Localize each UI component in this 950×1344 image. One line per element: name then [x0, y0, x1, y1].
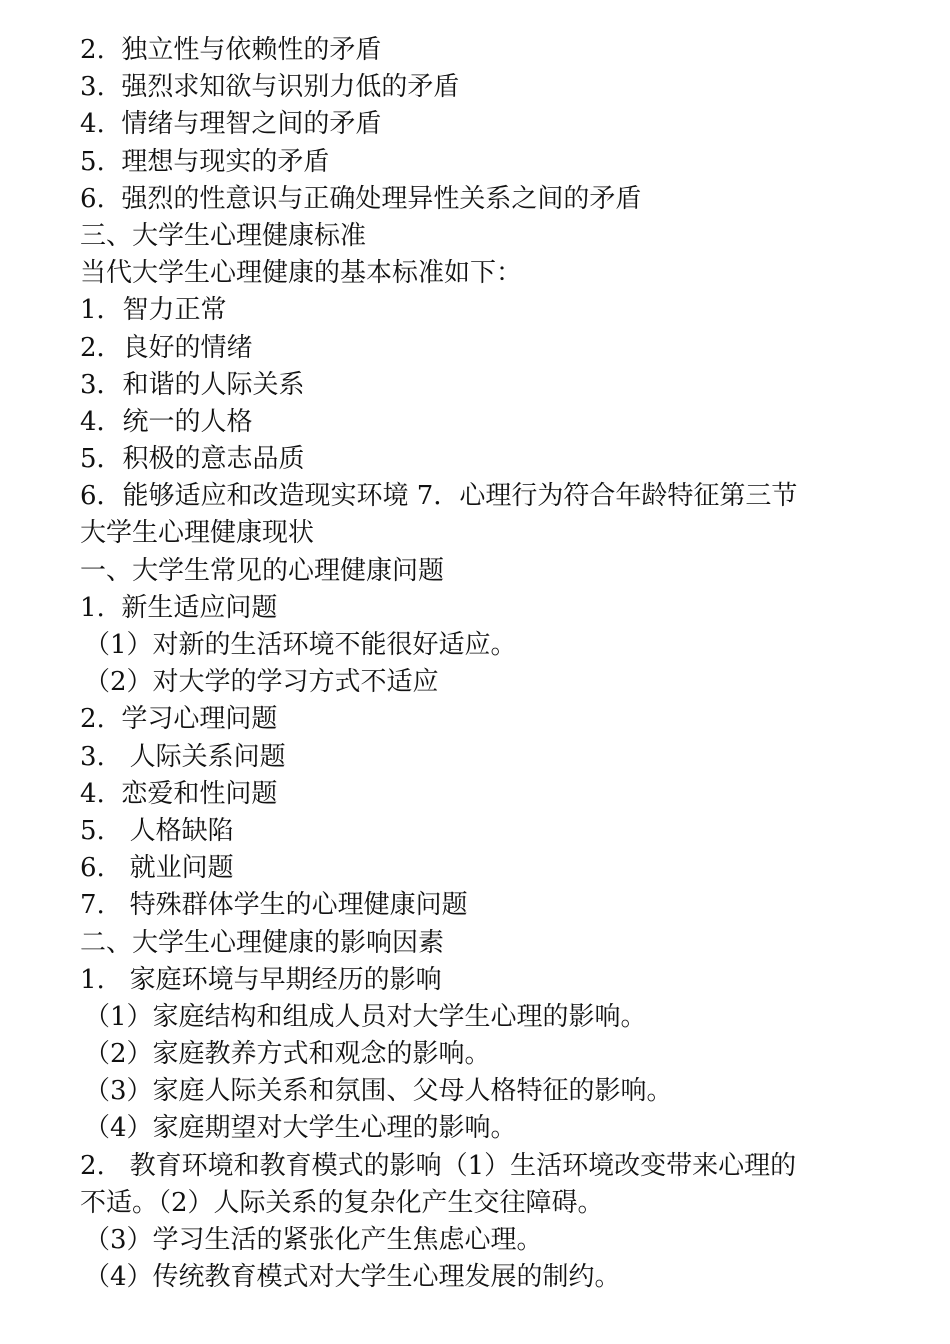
section-heading: 二、大学生心理健康的影响因素	[80, 927, 445, 958]
text-line: 6. 强烈的性意识与正确处理异性关系之间的矛盾	[80, 183, 642, 214]
document-page	[80, 32, 880, 1296]
text-line: 2. 独立性与依赖性的矛盾	[80, 35, 382, 65]
section-heading: 一、大学生常见的心理健康问题	[80, 555, 445, 586]
sub-item: （1）家庭结构和组成人员对大学生心理的影响。	[84, 1001, 647, 1032]
text-line: 大学生心理健康现状	[80, 518, 315, 549]
list-item: 3．和谐的人际关系	[80, 369, 305, 400]
sub-item: （3）家庭人际关系和氛围、父母人格特征的影响。	[84, 1076, 673, 1107]
list-item: 6. 就业问题	[80, 853, 234, 884]
list-item: 2．良好的情绪	[80, 332, 253, 363]
sub-item: （3）学习生活的紧张化产生焦虑心理。	[84, 1225, 543, 1255]
list-item: 7. 特殊群体学生的心理健康问题	[80, 890, 468, 921]
list-item: 6．能够适应和改造现实环境 7．心理行为符合年龄特征第三节	[80, 481, 798, 512]
sub-item: （4）传统教育模式对大学生心理发展的制约。	[84, 1262, 621, 1293]
list-item: 4. 恋爱和性问题	[80, 778, 278, 809]
list-item: 5．积极的意志品质	[80, 444, 305, 475]
list-item: 1. 新生适应问题	[80, 592, 278, 623]
text-line: 4. 情绪与理智之间的矛盾	[80, 109, 382, 140]
list-item: 2. 学习心理问题	[80, 704, 278, 735]
list-item: 1. 家庭环境与早期经历的影响	[80, 964, 442, 995]
section-heading: 三、大学生心理健康标准	[80, 220, 367, 251]
text-line: 3. 强烈求知欲与识别力低的矛盾	[80, 72, 460, 103]
list-item: 2. 教育环境和教育模式的影响（1）生活环境改变带来心理的	[80, 1150, 797, 1181]
sub-item: （2）对大学的学习方式不适应	[84, 667, 439, 698]
text-line: 不适。（2）人际关系的复杂化产生交往障碍。	[80, 1187, 604, 1218]
list-item: 1．智力正常	[80, 295, 227, 326]
list-item: 3. 人际关系问题	[80, 741, 286, 772]
text-line: 5. 理想与现实的矛盾	[80, 146, 330, 177]
sub-item: （1）对新的生活环境不能很好适应。	[84, 630, 517, 660]
text-line: 当代大学生心理健康的基本标准如下：	[80, 258, 523, 289]
list-item: 4．统一的人格	[80, 406, 253, 437]
list-item: 5. 人格缺陷	[80, 815, 234, 846]
sub-item: （4）家庭期望对大学生心理的影响。	[84, 1113, 517, 1144]
sub-item: （2）家庭教养方式和观念的影响。	[84, 1039, 491, 1070]
